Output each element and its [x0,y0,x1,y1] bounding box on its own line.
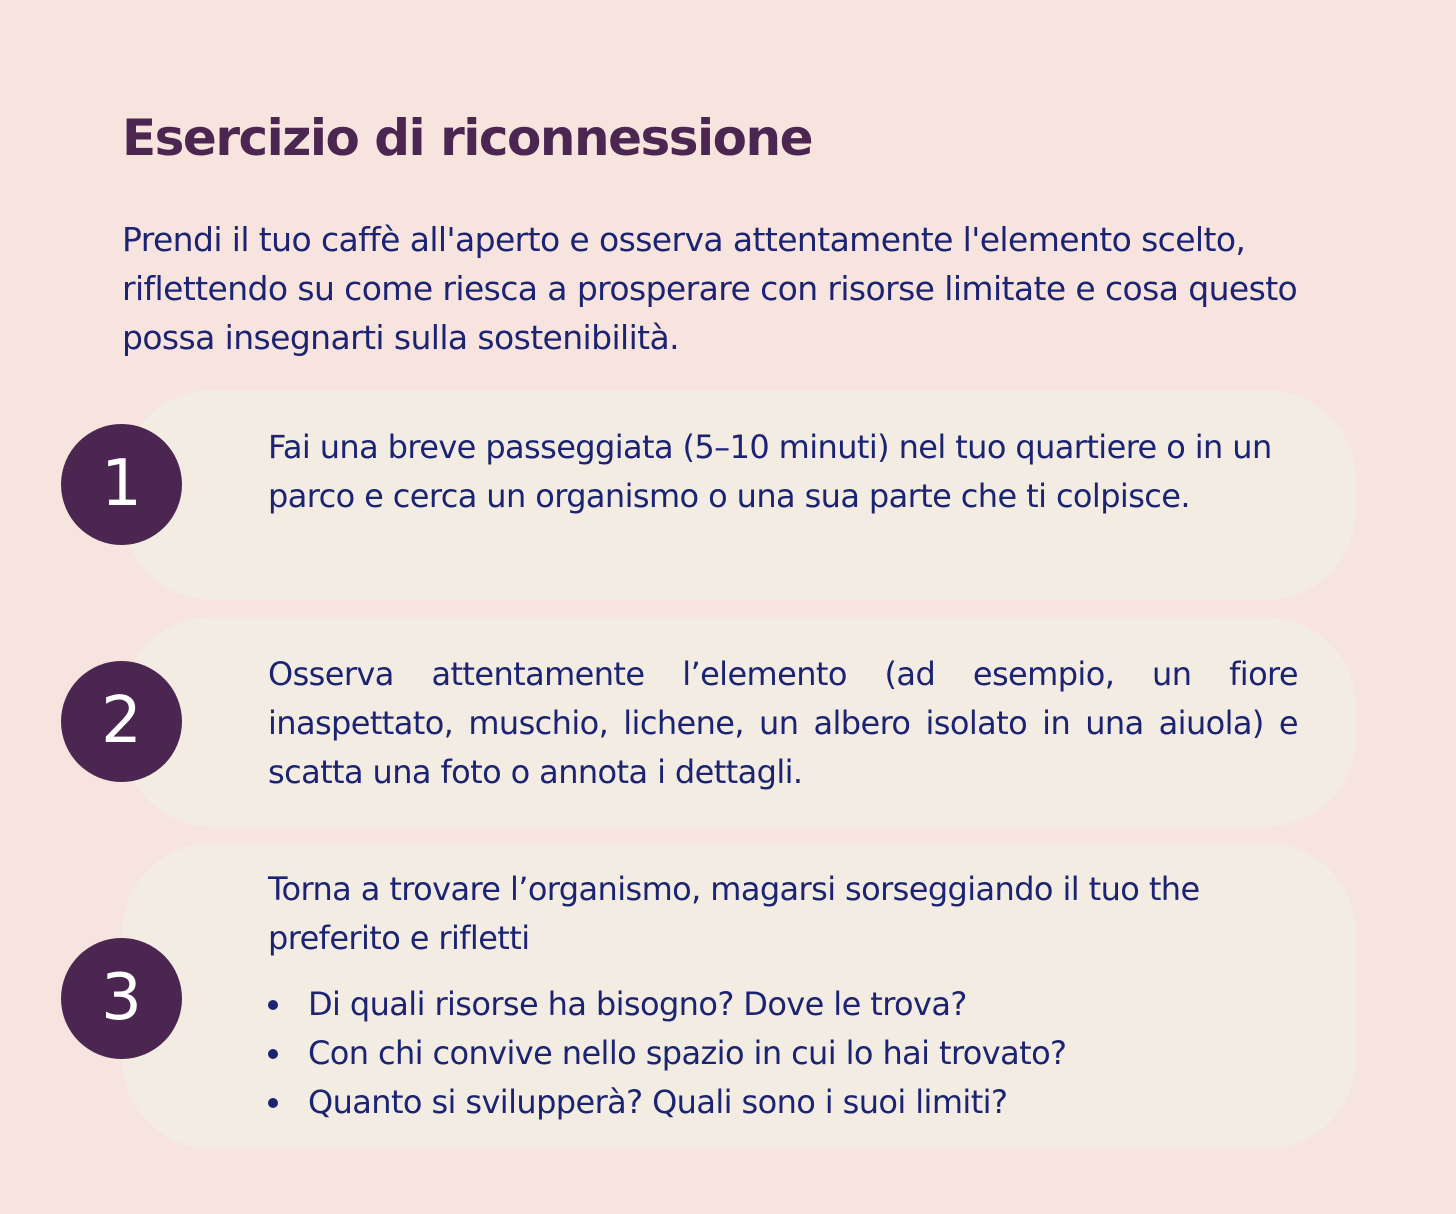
list-item [268,1029,1298,1078]
reflection-questions-list [268,980,1298,1127]
step-text-2: Osserva attentamente l’elemento (ad esempio, un fiore inaspettato, muschio, lichene, un albero isolato in una aiuola) e scatta una foto o annota i dettagli. [268,655,1298,791]
list-item-text: Di quali risorse ha bisogno? Dove le trova? [308,985,967,1023]
bullet-icon [268,1098,278,1108]
bullet-icon [268,1000,278,1010]
page-title: Esercizio di riconnessione [122,109,813,167]
list-item [268,980,1298,1029]
list-item [268,1078,1298,1127]
list-item-text: Quanto si svilupperà? Quali sono i suoi limiti? [308,1083,1008,1121]
step-text-3: Torna a trovare l’organismo, magarsi sorseggiando il tuo the preferito e rifletti [268,870,1200,957]
bullet-icon [268,1049,278,1059]
step-number-badge-3: 3 [61,938,182,1059]
step-number-badge-1: 1 [61,424,182,545]
step-number-badge-2: 2 [61,661,182,782]
intro-paragraph: Prendi il tuo caffè all'aperto e osserva attentamente l'elemento scelto, riflettendo su come riesca a prosperare con risorse limitate e cosa questo possa insegnarti sulla sostenibilità. [122,220,1298,357]
step-text-1: Fai una breve passeggiata (5–10 minuti) nel tuo quartiere o in un parco e cerca un organismo o una sua parte che ti colpisce. [268,428,1272,515]
list-item-text: Con chi convive nello spazio in cui lo hai trovato? [308,1034,1067,1072]
